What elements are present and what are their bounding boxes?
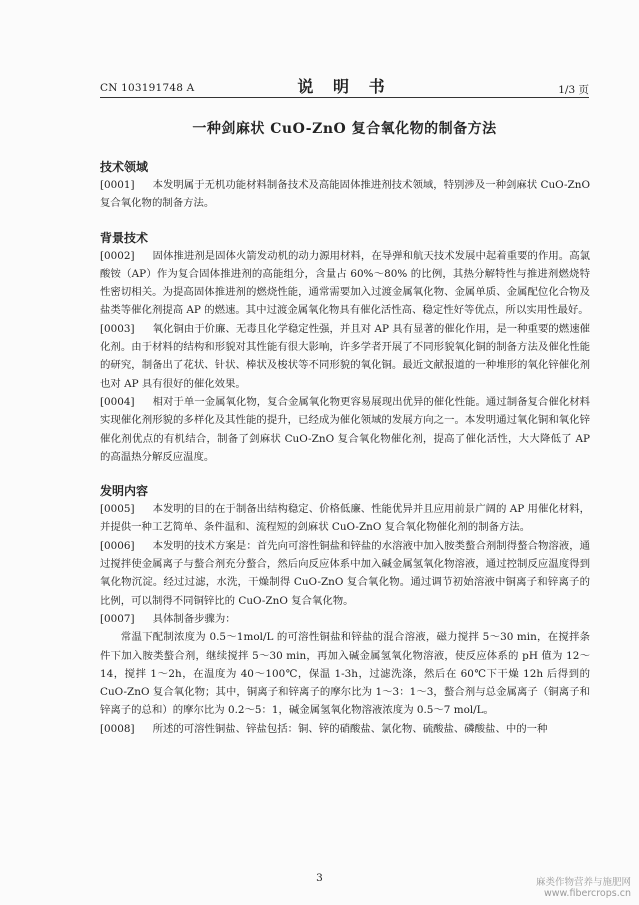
paragraph-text: 氧化铜由于价廉、无毒且化学稳定性强，并且对 AP 具有显著的催化作用，是一种重要的燃速催化剂。由于材料的结构和形貌对其性能有很大影响，许多学者开展了不同形貌氧化铜的制备方法及催化性能的研究，制备出了花状、针状、棒状及梭状等不同形貌的氧化铜。最近文献报道的一种堆形的氧化锌催化剂也对 AP 具有很好的催化效果。 xyxy=(100,322,590,390)
paragraph xyxy=(100,320,590,393)
paragraph-number: [0002] xyxy=(100,249,135,262)
page-indicator: 1/3 页 xyxy=(558,84,589,96)
document-type: 说 明 书 xyxy=(297,77,392,96)
procedure-text: 常温下配制浓度为 0.5～1mol/L 的可溶性铜盐和锌盐的混合溶液，磁力搅拌 5～30 min，在搅拌条件下加入胺类螯合剂，继续搅拌 5～30 min，再加入碱金属氢氧化物溶液，使反应体系的 pH 值为 12～14，搅拌 1～2h，在温度为 40～100℃，保温 1-3h，过滤洗涤，然后在 60℃下干燥 12h 后得到的 CuO-ZnO 复合氧化物；其中，铜离子和锌离子的摩尔比为 1～3：1～3，螯合剂与总金属离子（铜离子和锌离子的总和）的摩尔比为 0.2～5：1，碱金属氢氧化物溶液浓度为 0.5～7 mol/L。 xyxy=(100,631,590,717)
paragraph-number: [0008] xyxy=(100,722,135,735)
watermark-line: 麻类作物营养与施肥网 xyxy=(535,877,631,888)
paragraph-text: 具体制备步骤为： xyxy=(152,612,236,625)
site-watermark xyxy=(536,877,631,899)
section-heading: 背景技术 xyxy=(100,230,149,245)
section-heading: 发明内容 xyxy=(100,484,149,499)
paragraph-text: 本发明的目的在于制备出结构稳定、价格低廉、性能优异并且应用前景广阔的 AP 用催化材料，并提供一种工艺简单、条件温和、流程短的剑麻状 CuO-ZnO 复合氧化物催化剂的制备方法。 xyxy=(100,503,590,534)
patent-number: CN 103191748 A xyxy=(100,82,195,94)
document-title: 一种剑麻状 CuO-ZnO 复合氧化物的制备方法 xyxy=(192,121,497,137)
paragraph xyxy=(100,393,590,466)
header-divider xyxy=(100,97,589,98)
paragraph-number: [0003] xyxy=(100,322,135,335)
watermark-url: www.fibercrops.cn xyxy=(544,888,631,899)
page-header xyxy=(100,74,589,96)
paragraph xyxy=(100,500,590,537)
paragraph-number: [0004] xyxy=(100,395,135,408)
section-heading: 技术领域 xyxy=(100,160,149,174)
paragraph-number: [0007] xyxy=(100,612,135,625)
paragraph-number: [0005] xyxy=(100,503,135,516)
paragraph-text: 所述的可溶性铜盐、锌盐包括：铜、锌的硝酸盐、氯化物、硫酸盐、磷酸盐、中的一种 xyxy=(152,722,548,735)
paragraph xyxy=(100,247,590,320)
paragraph-number: [0001] xyxy=(100,179,135,191)
paragraph-text: 本发明的技术方案是：首先向可溶性铜盐和锌盐的水溶液中加入胺类螯合剂制得螯合物溶液，通过搅拌使金属离子与螯合剂充分螯合，然后向反应体系中加入碱金属氢氧化物溶液，通过控制反应温度得到氧化物沉淀。经过过滤，水洗，干燥制得 CuO-ZnO 复合氧化物。通过调节初始溶液中铜离子和锌离子的比例，可以制得不同铜锌比的 CuO-ZnO 复合氧化物。 xyxy=(100,539,590,607)
paragraph-text: 相对于单一金属氧化物，复合金属氧化物更容易展现出优异的催化性能。通过制备复合催化材料实现催化剂形貌的多样化及其性能的提升，已经成为催化领域的发展方向之一。本发明通过氧化铜和氧化锌催化剂优点的有机结合，制备了剑麻状 CuO-ZnO 复合氧化物催化剂，提高了催化活性，大大降低了 AP 的高温热分解反应温度。 xyxy=(100,395,590,463)
document-body xyxy=(100,158,590,738)
paragraph-text: 固体推进剂是固体火箭发动机的动力源用材料，在导弹和航天技术发展中起着重要的作用。高氯酸铵（AP）作为复合固体推进剂的高能组分，含量占 60%～80% 的比例，其热分解特性与推进剂燃烧特性密切相关。为提高固体推进剂的燃烧性能，通常需要加入过渡金属氧化物、金属单质、金属配位化合物及盐类等催化剂提高 AP 的燃速。其中过渡金属氧化物具有催化活性高、稳定性好等优点，所以实用性最好。 xyxy=(100,249,590,317)
paragraph xyxy=(100,537,590,610)
paragraph xyxy=(100,176,590,213)
paragraph-text: 本发明属于无机功能材料制备技术及高能固体推进剂技术领域，特别涉及一种剑麻状 CuO-ZnO 复合氧化物的制备方法。 xyxy=(100,179,590,210)
page-number: 3 xyxy=(316,872,323,884)
paragraph xyxy=(100,720,590,738)
paragraph xyxy=(100,610,590,628)
paragraph-number: [0006] xyxy=(100,539,135,552)
